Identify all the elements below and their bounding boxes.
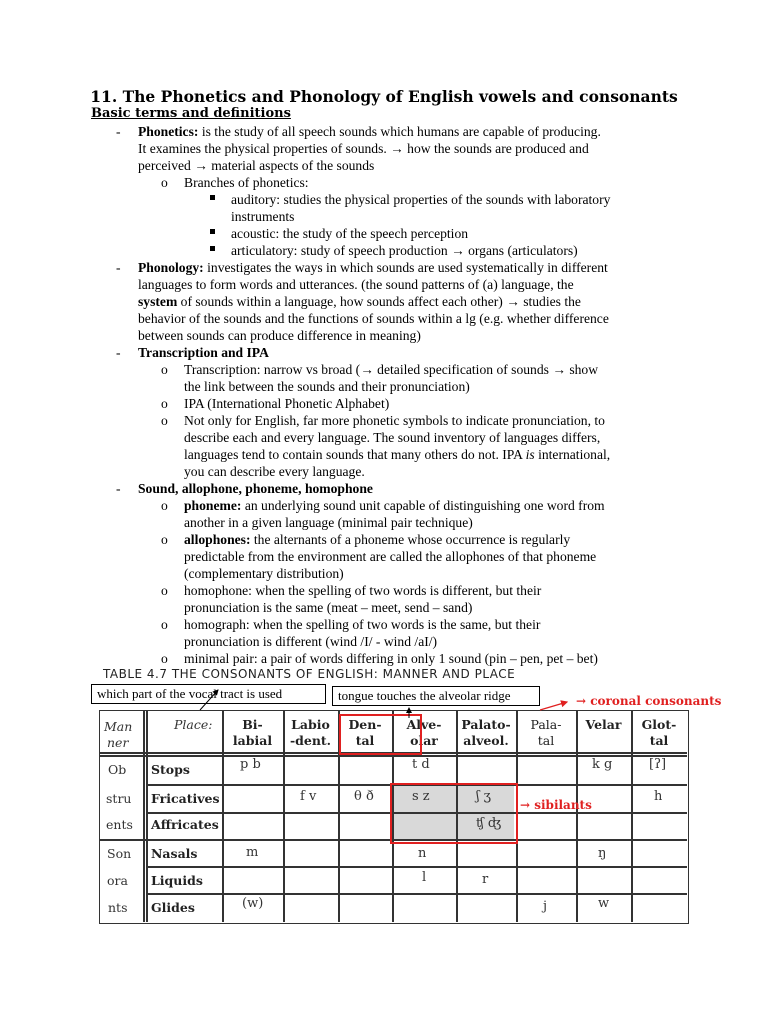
table-cell: h — [654, 789, 663, 804]
circle-bullet: o — [161, 617, 168, 632]
homophone-line-2: pronunciation is the same (meat – meet, send – sand) — [184, 600, 473, 615]
phonetics-line-3: perceived → material aspects of the sounds — [138, 158, 375, 173]
group-label: nts — [108, 900, 128, 915]
table-cell: k g — [592, 757, 613, 772]
col-label: Pala- — [530, 717, 562, 732]
page-title: 11. The Phonetics and Phonology of English vowels and consonants — [90, 87, 678, 106]
table-cell: w — [598, 896, 610, 911]
phonology-text: investigates the ways in which sounds are used systematically in different — [207, 260, 608, 275]
circle-bullet: o — [161, 532, 168, 547]
homograph-line-2: pronunciation is different (wind /I/ - wind /aI/) — [184, 634, 438, 649]
transcription-item-2: IPA (International Phonetic Alphabet) — [184, 396, 390, 411]
phonology-line-2: languages to form words and utterances. (the sound patterns of (a) language, the — [138, 277, 574, 292]
group-label: stru — [106, 791, 132, 806]
homophone-line-1: homophone: when the spelling of two words is different, but their — [184, 583, 542, 598]
col-label: tal — [537, 733, 555, 748]
manner-header-2: ner — [107, 735, 129, 750]
table-cell: ʧ ʤ — [476, 816, 502, 831]
transcription-item-1: Transcription: narrow vs broad (→ detailed specification of sounds → show — [184, 362, 599, 377]
phoneme-text: an underlying sound unit capable of distinguishing one word from — [244, 498, 605, 513]
place-header: Place: — [174, 717, 213, 732]
col-label: Labio — [291, 717, 330, 732]
group-label: Ob — [108, 762, 127, 777]
row-glides: Glides — [151, 900, 195, 915]
ipa-text-emph: is — [525, 447, 535, 462]
branch-acoustic: acoustic: the study of the speech perception — [231, 226, 469, 241]
arrow-vocal-tract — [200, 690, 218, 710]
table-cell: m — [246, 845, 259, 860]
circle-bullet: o — [161, 583, 168, 598]
row-affricates: Affricates — [151, 817, 219, 832]
table-cell: (w) — [242, 896, 264, 911]
dash-bullet: - — [116, 260, 121, 275]
col-label: olar — [410, 733, 438, 748]
dash-bullet: - — [116, 124, 121, 139]
table-cell: p b — [240, 757, 261, 772]
annotation-vocal-tract: which part of the vocal tract is used — [91, 684, 326, 704]
transcription-item-3-cont3: you can describe every language. — [184, 464, 365, 479]
col-label: alveol. — [463, 733, 509, 748]
circle-bullet: o — [161, 396, 168, 411]
dash-bullet: - — [116, 481, 121, 496]
system-term: system — [138, 294, 178, 309]
allophones-text: the alternants of a phoneme whose occurrence is regularly — [253, 532, 571, 547]
branch-articulatory: articulatory: study of speech production → organs (articulators) — [231, 243, 578, 258]
group-label: Son — [107, 846, 132, 861]
phonology-term: Phonology: — [138, 260, 204, 275]
circle-bullet: o — [161, 362, 168, 377]
table-cell: j — [543, 899, 548, 914]
circle-bullet: o — [161, 175, 168, 190]
phonology-text-3: of sounds within a language, how sounds affect each other) → studies the — [180, 294, 581, 309]
col-label: Velar — [585, 717, 622, 732]
sibilants-label: → sibilants — [520, 798, 592, 812]
table-cell: ŋ — [598, 846, 607, 861]
homograph-line-1: homograph: when the spelling of two words is the same, but their — [184, 617, 541, 632]
col-label: Glot- — [641, 717, 677, 732]
section-heading: Basic terms and definitions — [91, 106, 291, 121]
group-label: ora — [107, 873, 128, 888]
table-cell: θ ð — [354, 789, 374, 804]
row-liquids: Liquids — [151, 873, 203, 888]
col-label: Palato- — [461, 717, 511, 732]
col-label: tal — [355, 733, 375, 748]
circle-bullet: o — [161, 498, 168, 513]
branch-auditory-cont: instruments — [231, 209, 295, 224]
transcription-item-3-cont: describe each and every language. The sound inventory of languages differs, — [184, 430, 601, 445]
row-stops: Stops — [151, 762, 190, 777]
phonetics-line-2: It examines the physical properties of sounds. → how the sounds are produced and — [138, 141, 589, 156]
allophones-term: allophones: — [184, 532, 251, 547]
table-cell: f v — [300, 789, 317, 804]
col-label: Alve- — [406, 717, 442, 732]
row-nasals: Nasals — [151, 846, 198, 861]
transcription-item-3: Not only for English, far more phonetic symbols to indicate pronunciation, to — [184, 413, 605, 428]
branches-label: Branches of phonetics: — [184, 175, 309, 190]
phonology-line-4: behavior of the sounds and the functions of sounds within a lg (e.g. whether difference — [138, 311, 609, 326]
circle-bullet: o — [161, 413, 168, 428]
table-cell: t d — [412, 757, 430, 772]
sound-term: Sound, allophone, phoneme, homophone — [138, 481, 373, 496]
col-label: -dent. — [289, 733, 332, 748]
ipa-text-a: languages tend to contain sounds that many others do not. IPA — [184, 447, 523, 462]
branch-auditory: auditory: studies the physical properties of the sounds with laboratory — [231, 192, 611, 207]
coronal-consonants-label: → coronal consonants — [576, 694, 722, 708]
table-cell: ʃ ʒ — [476, 789, 491, 804]
minimal-pair-line: minimal pair: a pair of words differing in only 1 sound (pin – pen, pet – bet) — [184, 651, 598, 666]
group-label: ents — [106, 817, 133, 832]
allophones-line-3: (complementary distribution) — [184, 566, 344, 581]
table-caption: TABLE 4.7 THE CONSONANTS OF ENGLISH: MANNER AND PLACE — [103, 667, 516, 681]
table-cell: [ʔ] — [649, 757, 667, 772]
table-cell: r — [482, 872, 489, 887]
phonetics-term: Phonetics: — [138, 124, 199, 139]
dash-bullet: - — [116, 345, 121, 360]
transcription-term: Transcription and IPA — [138, 345, 269, 360]
col-label: tal — [649, 733, 669, 748]
row-fricatives: Fricatives — [151, 791, 220, 806]
col-label: labial — [232, 733, 273, 748]
annotation-tongue: tongue touches the alveolar ridge — [332, 686, 540, 706]
phonology-line-5: between sounds can produce difference in meaning) — [138, 328, 421, 343]
table-cell: l — [422, 870, 427, 885]
table-cell: s z — [412, 789, 430, 804]
circle-bullet: o — [161, 651, 168, 666]
manner-header: Man — [104, 719, 133, 734]
col-label: Den- — [348, 717, 382, 732]
table-cell: n — [418, 846, 427, 861]
ipa-text-b: international, — [538, 447, 611, 462]
allophones-line-2: predictable from the environment are called the allophones of that phoneme — [184, 549, 597, 564]
phoneme-line-2: another in a given language (minimal pair technique) — [184, 515, 473, 530]
phoneme-term: phoneme: — [184, 498, 242, 513]
phonetics-text: is the study of all speech sounds which humans are capable of producing. — [201, 124, 601, 139]
transcription-item-1-cont: the link between the sounds and their pronunciation) — [184, 379, 470, 394]
arrow-coronal — [540, 702, 567, 710]
col-label: Bi- — [242, 717, 263, 732]
